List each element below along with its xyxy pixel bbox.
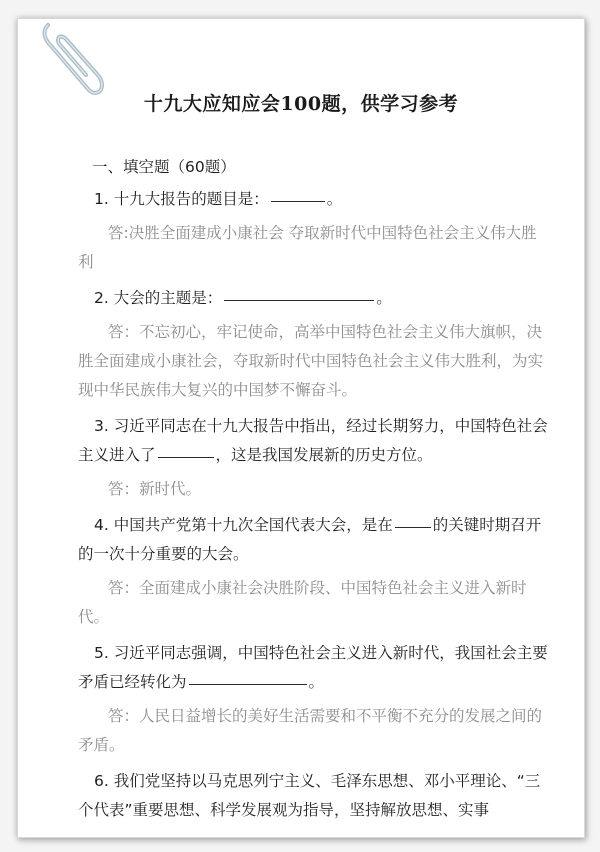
question-6: 6. 我们党坚持以马克思列宁主义、毛泽东思想、邓小平理论、“三个代表”重要思想、科学发展观为指导，坚持解放思想、实事 [78, 772, 541, 819]
answer-1: 答:决胜全面建成小康社会 夺取新时代中国特色社会主义伟大胜利 [78, 224, 537, 271]
answer-blank [158, 456, 214, 458]
answer-4: 答：全面建成小康社会决胜阶段、中国特色社会主义进入新时代。 [78, 579, 527, 626]
question-4: 4. 中国共产党第十九次全国代表大会，是在 的关键时期召开的一次十分重要的大会。 [78, 516, 542, 563]
answer-blank [395, 526, 431, 528]
answer-blank [271, 200, 325, 202]
document-page [17, 18, 585, 838]
answer-5: 答：人民日益增长的美好生活需要和不平衡不充分的发展之间的矛盾。 [78, 707, 543, 754]
page-title: 十九大应知应会100题，供学习参考 [143, 93, 459, 115]
question-5: 5. 习近平同志强调，中国特色社会主义进入新时代，我国社会主要矛盾已经转化为 。 [78, 644, 548, 691]
answer-2: 答：不忘初心，牢记使命，高举中国特色社会主义伟大旗帜，决胜全面建成小康社会，夺取新时代中国特色社会主义伟大胜利，为实现中华民族伟大复兴的中国梦不懈奋斗。 [78, 323, 544, 399]
section-heading: 一、填空题（60题） [92, 158, 236, 176]
answer-3: 答：新时代。 [108, 480, 202, 498]
quiz-content [78, 153, 548, 830]
question-3: 3. 习近平同志在十九大报告中指出，经过长期努力，中国特色社会主义进入了 ，这是我国发展新的历史方位。 [78, 417, 548, 464]
question-2: 2. 大会的主题是： 。 [94, 289, 392, 307]
answer-blank [189, 683, 307, 685]
question-1: 1. 十九大报告的题目是： 。 [94, 190, 343, 208]
answer-blank [224, 299, 374, 301]
